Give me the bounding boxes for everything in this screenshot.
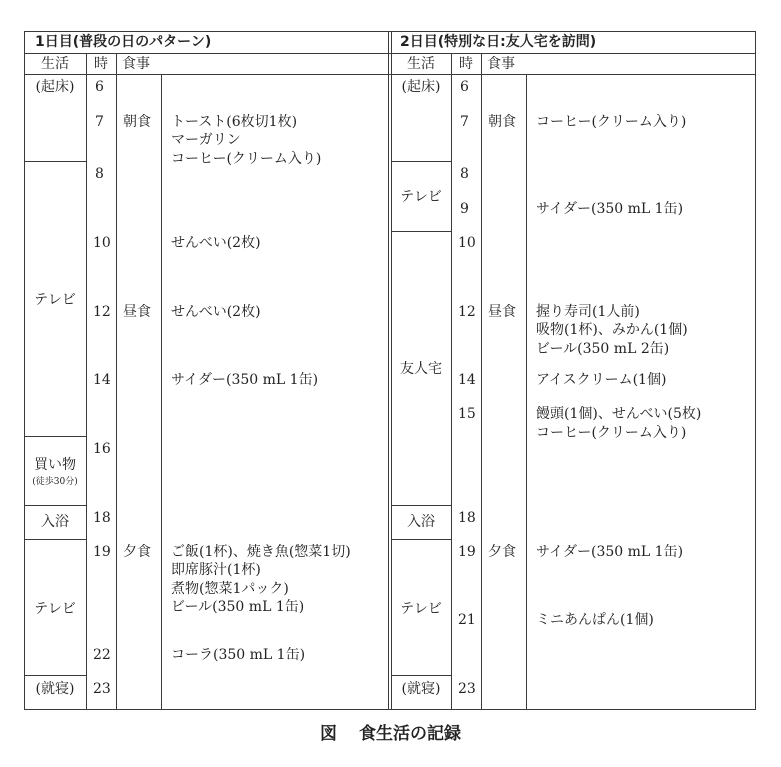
table-top-border [24,31,756,32]
day2-life-wake: (起床) [401,79,441,95]
day2-header-meal: 食事 [487,56,515,72]
day1-life-tv: テレビ [34,292,76,308]
day1-life-tv-evening: テレビ [34,601,76,617]
day2-food-item: サイダー(350 mL 1缶) [536,544,684,560]
day2-food-item: ミニあんぱん(1個) [536,612,654,628]
day1-hour: 16 [93,441,111,457]
day2-hour: 23 [458,681,476,697]
header-row-divider [24,74,756,75]
day-divider-left [388,31,389,710]
day2-meal-col-line [526,74,527,710]
day2-life-sep [391,231,451,232]
day1-food-item: ご飯(1杯)、焼き魚(惣菜1切) [171,544,351,560]
day2-hour: 6 [460,79,469,95]
day2-hour-col-line [481,53,482,710]
day2-meal-dinner: 夕食 [488,544,516,560]
day1-food-item: トースト(6枚切1枚) [171,114,298,130]
day2-food-item: コーヒー(クリーム入り) [536,114,687,130]
day2-food-item: ビール(350 mL 2缶) [536,341,670,357]
day1-life-sep [24,161,86,162]
day1-life-sep [24,505,86,506]
day2-life-sep [391,161,451,162]
day1-food-item: マーガリン [171,132,241,148]
day2-life-sep [391,539,451,540]
day1-life-sep [24,675,86,676]
day2-hour: 21 [458,612,476,628]
day1-life-sep [24,436,86,437]
day2-life-sep [391,505,451,506]
day1-meal-dinner: 夕食 [123,544,151,560]
day2-hour: 12 [458,304,476,320]
day2-header-life: 生活 [407,56,435,72]
day1-hour: 23 [93,681,111,697]
day1-food-item: コーヒー(クリーム入り) [171,151,322,167]
day1-title: 1日目(普段の日のパターン) [35,34,212,50]
day2-food-item: 握り寿司(1人前) [536,304,640,320]
day2-food-item: 吸物(1杯)、みかん(1個) [536,322,688,338]
day1-header-hour: 時 [94,56,108,72]
day1-life-sep [24,539,86,540]
day1-hour: 18 [93,510,111,526]
day1-hour: 19 [93,544,111,560]
title-row-divider [24,53,756,54]
day1-food-item: 煮物(惣菜1パック) [171,581,289,597]
day2-hour: 10 [458,235,476,251]
day2-life-tv: テレビ [400,189,442,205]
figure-caption [0,719,781,744]
day1-hour: 7 [95,114,104,130]
day1-food-item: せんべい(2枚) [171,235,261,251]
day2-hour: 9 [460,201,469,217]
day1-food-item: コーラ(350 mL 1缶) [171,647,306,663]
day1-meal-lunch: 昼食 [123,304,151,320]
day2-life-sleep: (就寝) [401,681,441,697]
day1-hour-col-line [116,53,117,710]
day2-hour: 19 [458,544,476,560]
figure-label: 図 [320,724,337,744]
day1-life-sleep: (就寝) [35,681,75,697]
day2-life-col-line [451,53,452,710]
day1-meal-breakfast: 朝食 [123,114,151,130]
day2-food-item: コーヒー(クリーム入り) [536,425,687,441]
day1-food-item: サイダー(350 mL 1缶) [171,372,319,388]
day2-hour: 15 [458,406,476,422]
day2-hour: 18 [458,510,476,526]
day1-hour: 14 [93,372,111,388]
day2-life-friend-house: 友人宅 [400,361,442,377]
day1-life-wake: (起床) [35,79,75,95]
day2-life-sep [391,675,451,676]
day1-food-item: ビール(350 mL 1缶) [171,599,305,615]
day1-hour: 8 [95,166,104,182]
figure-title: 食生活の記録 [359,724,461,744]
day1-meal-col-line [161,74,162,710]
day2-life-tv-evening: テレビ [400,601,442,617]
day2-food-item: サイダー(350 mL 1缶) [536,201,684,217]
day2-meal-lunch: 昼食 [488,304,516,320]
day1-header-life: 生活 [41,56,69,72]
day1-hour: 10 [93,235,111,251]
day2-title: 2日目(特別な日:友人宅を訪問) [400,34,597,50]
day1-life-bath: 入浴 [41,514,69,530]
table-bottom-border [24,709,756,710]
day2-hour: 14 [458,372,476,388]
day1-hour: 12 [93,304,111,320]
day2-food-item: 饅頭(1個)、せんべい(5枚) [536,406,702,422]
day1-life-shopping: 買い物 [34,457,76,473]
day1-header-meal: 食事 [122,56,150,72]
day1-life-shopping-note: (徒歩30分) [32,477,78,487]
table-right-border [755,31,756,710]
day1-hour: 22 [93,647,111,663]
day2-life-bath: 入浴 [407,514,435,530]
day1-life-col-line [86,53,87,710]
day1-food-item: せんべい(2枚) [171,304,261,320]
day2-food-item: アイスクリーム(1個) [536,372,667,388]
day1-food-item: 即席豚汁(1杯) [171,562,261,578]
day2-header-hour: 時 [459,56,473,72]
day2-hour: 8 [460,166,469,182]
day2-meal-breakfast: 朝食 [488,114,516,130]
day1-hour: 6 [95,79,104,95]
day2-hour: 7 [460,114,469,130]
